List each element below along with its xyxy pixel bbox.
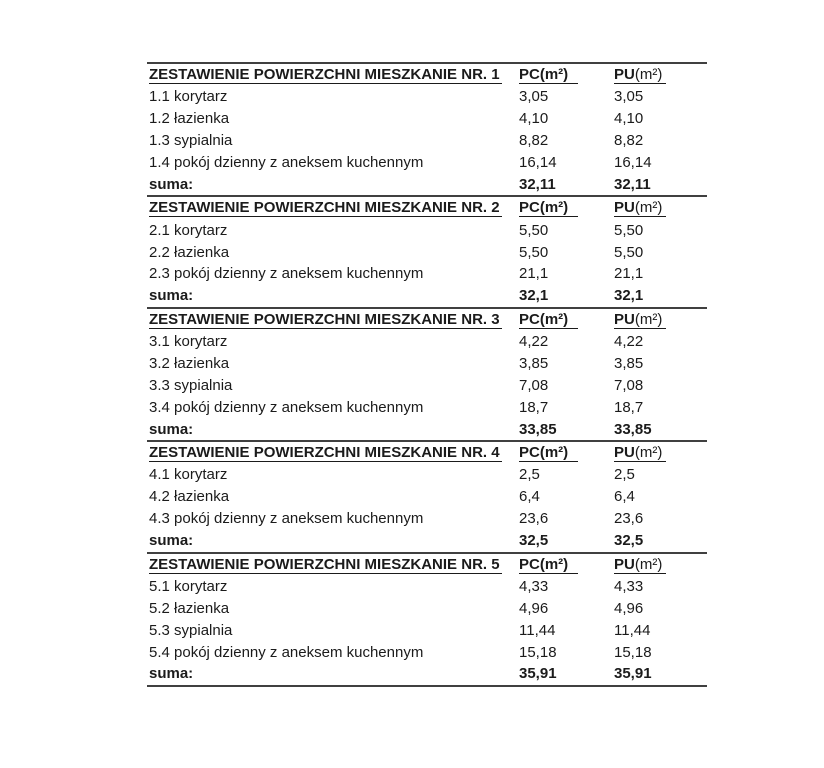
table-row [147,396,707,418]
pc-value: 5,50 [519,221,549,239]
suma-row [147,285,707,307]
pu-value: 5,50 [614,243,644,261]
section-title: ZESTAWIENIE POWIERZCHNI MIESZKANIE NR. 5 [149,555,500,573]
pc-value: 7,08 [519,376,549,394]
section-header-row [147,309,707,331]
table-row [147,486,707,508]
table-row [147,508,707,530]
pu-value: 23,6 [614,510,644,528]
pu-value: 16,14 [614,154,652,171]
suma-pu-value: 32,5 [614,532,644,550]
pc-value: 3,05 [519,88,549,106]
pu-value: 18,7 [614,398,644,416]
room-label: 4.3 pokój dzienny z aneksem kuchennym [149,510,424,528]
room-label: 1.1 korytarz [149,88,228,106]
room-label: 1.2 łazienka [149,110,230,128]
room-label: 2.2 łazienka [149,243,230,261]
room-label: 3.2 łazienka [149,355,230,373]
column-header-pu: PU(m²) [614,311,666,329]
pu-value: 11,44 [614,621,651,639]
pu-value: 4,10 [614,110,644,128]
pc-value: 4,10 [519,110,549,128]
table-row [147,374,707,396]
suma-pu-value: 35,91 [614,665,652,683]
suma-row [147,173,707,195]
table-row [147,86,707,108]
suma-pc-value: 32,11 [519,175,556,193]
room-label: 5.3 sypialnia [149,621,233,639]
suma-label: suma: [149,175,194,193]
pc-value: 4,22 [519,333,549,351]
apartment-3-section [147,309,707,442]
suma-pu-value: 32,1 [614,287,644,305]
pu-value: 5,50 [614,221,644,239]
section-title: ZESTAWIENIE POWIERZCHNI MIESZKANIE NR. 1 [149,65,500,83]
suma-label: suma: [149,665,194,683]
section-header-row [147,197,707,219]
table-row [147,619,707,641]
section-title: ZESTAWIENIE POWIERZCHNI MIESZKANIE NR. 2 [149,199,500,217]
pu-value: 21,1 [614,265,644,283]
area-summary-table [147,62,707,687]
column-header-pu: PU(m²) [614,556,666,574]
table-row [147,597,707,619]
section-title: ZESTAWIENIE POWIERZCHNI MIESZKANIE NR. 4 [149,444,500,462]
room-label: 5.2 łazienka [149,599,230,617]
column-header-pc: PC(m²) [519,556,578,574]
section-title: ZESTAWIENIE POWIERZCHNI MIESZKANIE NR. 3 [149,310,500,328]
room-label: 2.1 korytarz [149,221,228,239]
room-label: 5.1 korytarz [149,577,228,595]
table-row [147,241,707,263]
table-row [147,130,707,152]
pc-value: 23,6 [519,510,549,528]
section-header-row [147,554,707,576]
apartment-2-section [147,197,707,308]
pu-value: 4,96 [614,599,644,617]
suma-row [147,663,707,685]
table-row [147,331,707,353]
suma-label: suma: [149,532,194,550]
table-row [147,263,707,285]
column-header-pc: PC(m²) [519,311,578,329]
table-row [147,353,707,375]
pu-value: 15,18 [614,643,652,661]
column-header-pc: PC(m²) [519,199,578,217]
section-header-row [147,64,707,86]
table-row [147,641,707,663]
room-label: 3.4 pokój dzienny z aneksem kuchennym [149,398,424,416]
table-row [147,575,707,597]
suma-row [147,530,707,552]
room-label: 1.4 pokój dzienny z aneksem kuchennym [149,154,424,171]
column-header-pu: PU(m²) [614,199,666,217]
table-row [147,108,707,130]
room-label: 3.3 sypialnia [149,376,233,394]
table-row [147,219,707,241]
pc-value: 3,85 [519,355,549,373]
pu-value: 8,82 [614,132,644,150]
room-label: 4.1 korytarz [149,466,228,484]
pc-value: 6,4 [519,488,540,506]
suma-label: suma: [149,420,194,438]
room-label: 4.2 łazienka [149,488,230,506]
apartment-4-section [147,442,707,553]
suma-pc-value: 33,85 [519,420,557,438]
pc-value: 4,33 [519,577,549,595]
pu-value: 3,85 [614,355,644,373]
pc-value: 18,7 [519,398,549,416]
suma-pc-value: 32,5 [519,532,549,550]
table-row [147,152,707,174]
column-header-pc: PC(m²) [519,444,578,462]
suma-pc-value: 35,91 [519,665,557,683]
column-header-pu: PU(m²) [614,444,666,462]
pc-value: 11,44 [519,621,556,639]
room-label: 3.1 korytarz [149,333,228,351]
pc-value: 5,50 [519,243,549,261]
pu-value: 3,05 [614,88,644,106]
column-header-pu: PU(m²) [614,66,666,84]
pu-value: 7,08 [614,376,644,394]
pu-value: 4,22 [614,333,644,351]
pu-value: 2,5 [614,466,635,484]
pc-value: 16,14 [519,154,557,171]
pc-value: 8,82 [519,132,549,150]
apartment-5-section [147,554,707,687]
pc-value: 4,96 [519,599,549,617]
room-label: 2.3 pokój dzienny z aneksem kuchennym [149,265,424,283]
column-header-pc: PC(m²) [519,66,578,84]
pu-value: 4,33 [614,577,644,595]
room-label: 1.3 sypialnia [149,132,233,150]
section-header-row [147,442,707,464]
suma-row [147,418,707,440]
pc-value: 2,5 [519,466,540,484]
suma-pu-value: 33,85 [614,420,652,438]
table-row [147,464,707,486]
pc-value: 15,18 [519,643,557,661]
pu-value: 6,4 [614,488,635,506]
suma-label: suma: [149,287,194,305]
suma-pc-value: 32,1 [519,287,549,305]
room-label: 5.4 pokój dzienny z aneksem kuchennym [149,643,424,661]
suma-pu-value: 32,11 [614,175,651,193]
pc-value: 21,1 [519,265,549,283]
apartment-1-section [147,64,707,197]
